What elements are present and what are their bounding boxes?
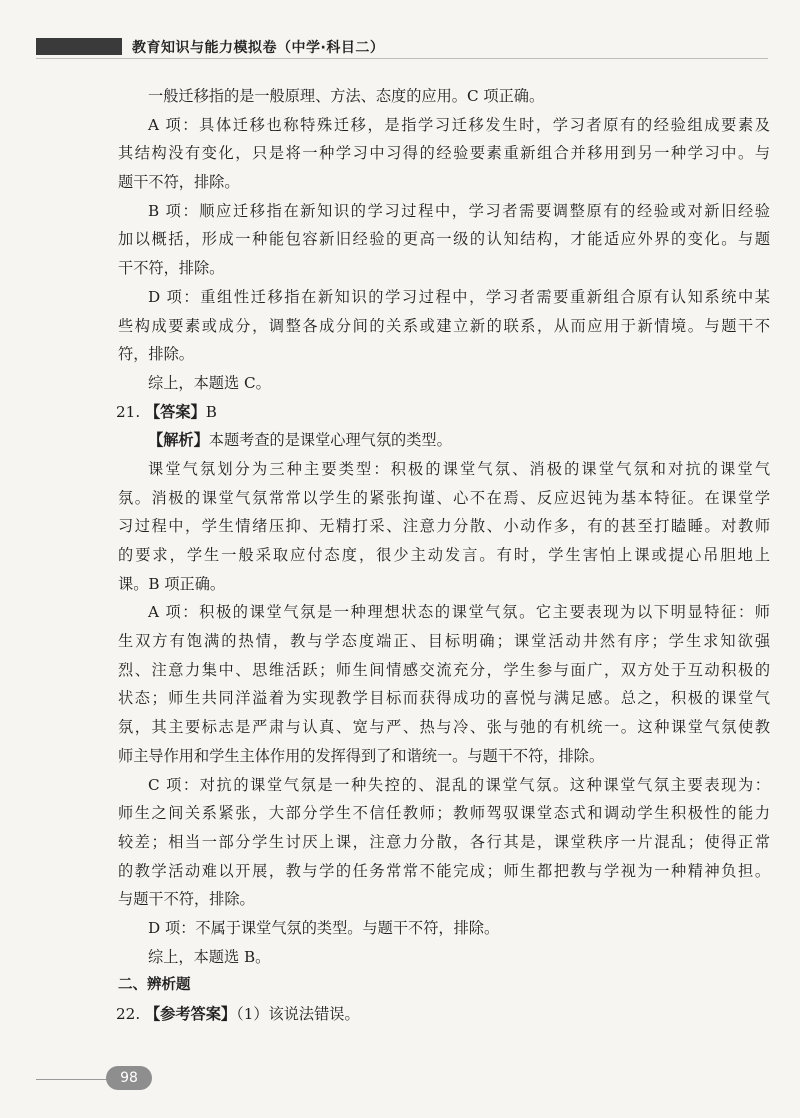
- paragraph-line: 课。B 项正确。: [118, 574, 226, 593]
- paragraph-line: 些构成要素或成分，调整各成分间的关系或建立新的联系，从而应用于新情境。与题干不: [118, 316, 770, 335]
- header-divider: [36, 58, 768, 59]
- paragraph-line: 综上，本题选 B。: [148, 947, 271, 966]
- paragraph-line: 师生之间关系紧张，大部分学生不信任教师；教师驾驭课堂态式和调动学生积极性的能力: [118, 804, 770, 823]
- analysis-label: 【解析】: [148, 431, 209, 450]
- paragraph-line: 符，排除。: [118, 345, 194, 364]
- paragraph-line: C 项：对抗的课堂气氛是一种失控的、混乱的课堂气氛。这种课堂气氛主要表现为：: [148, 775, 770, 794]
- running-header-title: 教育知识与能力模拟卷（中学·科目二）: [132, 40, 385, 56]
- answer-text: （1）该说法错误。: [236, 1005, 360, 1023]
- paragraph-line: 课堂气氛划分为三种主要类型：积极的课堂气氛、消极的课堂气氛和对抗的课堂气: [148, 459, 770, 478]
- footer-divider: [36, 1079, 108, 1080]
- section-heading: 二、辨析题: [118, 977, 191, 994]
- answer-label: 【答案】: [144, 402, 206, 421]
- page-body: [118, 82, 770, 1029]
- paragraph-line: D 项：不属于课堂气氛的类型。与题干不符，排除。: [148, 918, 500, 937]
- answer-line: [116, 1000, 770, 1029]
- paragraph-line: 生双方有饱满的热情，教与学态度端正、目标明确；课堂活动井然有序；学生求知欲强: [118, 632, 770, 651]
- paragraph-line: 状态；师生共同洋溢着为实现教学目标而获得成功的喜悦与满足感。总之，积极的课堂气: [118, 689, 770, 708]
- question-number: 22.: [116, 1005, 141, 1023]
- paragraph-line: 与题干不符，排除。: [118, 890, 255, 909]
- answer-text: B: [205, 402, 217, 421]
- answer-label: 【参考答案】: [144, 1005, 237, 1023]
- paragraph-line: 题干不符，排除。: [118, 173, 240, 192]
- paragraph-line: A 项：具体迁移也称特殊迁移，是指学习迁移发生时，学习者原有的经验组成要素及: [148, 115, 770, 134]
- analysis-line: [118, 426, 770, 455]
- paragraph-line: 一般迁移指的是一般原理、方法、态度的应用。C 项正确。: [148, 87, 545, 105]
- paragraph-line: 的要求，学生一般采取应付态度，很少主动发言。有时，学生害怕上课或提心吊胆地上: [118, 546, 770, 564]
- paragraph-line: A 项：积极的课堂气氛是一种理想状态的课堂气氛。它主要表现为以下明显特征：师: [148, 603, 770, 622]
- paragraph-line: 较差；相当一部分学生讨厌上课，注意力分散，各行其是，课堂秩序一片混乱；使得正常: [118, 832, 770, 851]
- answer-line: [116, 398, 770, 427]
- paragraph-line: 氛，其主要标志是严肃与认真、宽与严、热与冷、张与弛的有机统一。这种课堂气氛使教: [118, 718, 770, 737]
- paragraph-line: 师主导作用和学生主体作用的发挥得到了和谐统一。与题干不符，排除。: [118, 746, 604, 765]
- page-number: 98: [106, 1066, 152, 1090]
- paragraph-line: 氛。消极的课堂气氛常常以学生的紧张拘谨、心不在焉、反应迟钝为基本特征。在课堂学: [118, 488, 770, 507]
- paragraph-line: 干不符，排除。: [118, 259, 225, 278]
- header-decor-bar: [36, 38, 122, 55]
- paragraph-line: 的教学活动难以开展，教与学的任务常常不能完成；师生都把教与学视为一种精神负担。: [118, 861, 770, 880]
- paragraph-line: D 项：重组性迁移指在新知识的学习过程中，学习者需要重新组合原有认知系统中某: [148, 287, 770, 306]
- paragraph-line: B 项：顺应迁移指在新知识的学习过程中，学习者需要调整原有的经验或对新旧经验: [148, 201, 770, 220]
- analysis-text: 本题考查的是课堂心理气氛的类型。: [208, 431, 452, 450]
- question-number: 21.: [116, 402, 141, 421]
- paragraph-line: 加以概括，形成一种能包容新旧经验的更高一级的认知结构，才能适应外界的变化。与题: [118, 230, 770, 249]
- paragraph-line: 综上，本题选 C。: [148, 373, 271, 392]
- paragraph-line: 其结构没有变化，只是将一种学习中习得的经验要素重新组合并移用到另一种学习中。与: [118, 144, 770, 163]
- paragraph-line: 烈、注意力集中、思维活跃；师生间情感交流充分，学生参与面广，双方处于互动积极的: [118, 660, 770, 679]
- paragraph-line: 习过程中，学生情绪压抑、无精打采、注意力分散、小动作多，有的甚至打瞌睡。对教师: [118, 517, 770, 536]
